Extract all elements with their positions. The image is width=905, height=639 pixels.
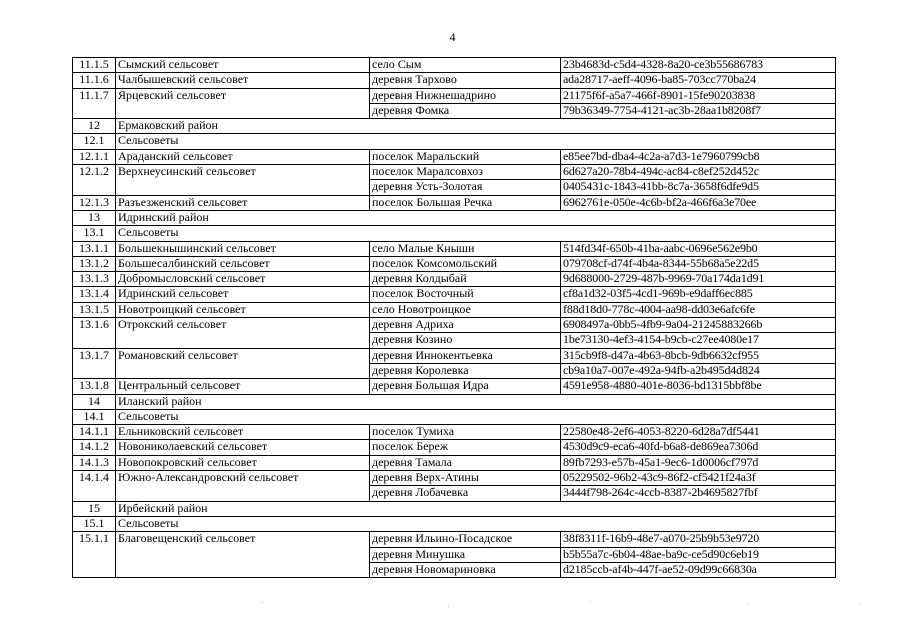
guid-cell: f88d18d0-778c-4004-aa98-dd03e6afc6fe — [561, 302, 836, 317]
municipality-name-cell: Новотроицкий сельсовет — [116, 302, 370, 317]
settlement-cell: поселок Маральский — [370, 149, 561, 164]
table-row — [73, 440, 836, 455]
table-row — [73, 425, 836, 440]
settlement-cell: деревня Ильино-Посадское — [370, 532, 561, 547]
guid-cell: e85ee7bd-dba4-4c2a-a7d3-1e7960799cb8 — [561, 149, 836, 164]
settlement-cell: деревня Иннокентьевка — [370, 348, 561, 363]
municipality-name-cell: Ярцевский сельсовет — [116, 88, 370, 103]
settlement-cell: поселок Маралсовхоз — [370, 165, 561, 180]
guid-cell: b5b55a7c-6b04-48ae-ba9c-ce5d90c6eb19 — [561, 547, 836, 562]
municipality-name-cell: Благовещенский сельсовет — [116, 532, 370, 547]
row-number-cell: 12.1 — [73, 134, 116, 149]
municipality-name-cell: Отрокский сельсовет — [116, 318, 370, 333]
row-number-cell: 13.1.8 — [73, 379, 116, 394]
row-number-cell: 12 — [73, 119, 116, 134]
section-title-cell: Сельсоветы — [116, 134, 836, 149]
settlement-cell: поселок Тумиха — [370, 425, 561, 440]
guid-cell: 6d627a20-78b4-494c-ac84-c8ef252d452c — [561, 165, 836, 180]
row-number-cell: 13.1.7 — [73, 348, 116, 363]
row-number-cell — [73, 180, 116, 195]
section-title-cell: Сельсоветы — [116, 409, 836, 424]
settlement-cell: деревня Фомка — [370, 103, 561, 118]
settlement-cell: село Малые Кныши — [370, 241, 561, 256]
table-row — [73, 165, 836, 180]
settlement-cell: поселок Восточный — [370, 287, 561, 302]
guid-cell: cb9a10a7-007e-492a-94fb-a2b495d4d824 — [561, 363, 836, 378]
guid-cell: d2185ccb-af4b-447f-ae52-09d99c66830a — [561, 562, 836, 577]
table-row — [73, 149, 836, 164]
settlement-cell: деревня Большая Идра — [370, 379, 561, 394]
municipality-name-cell: Добромысловский сельсовет — [116, 272, 370, 287]
municipality-name-cell — [116, 486, 370, 501]
table-row — [73, 180, 836, 195]
municipality-name-cell: Ельниковский сельсовет — [116, 425, 370, 440]
municipality-name-cell — [116, 363, 370, 378]
row-number-cell: 13.1.5 — [73, 302, 116, 317]
municipality-name-cell: Араданский сельсовет — [116, 149, 370, 164]
municipality-name-cell: Южно-Александровский сельсовет — [116, 471, 370, 486]
municipality-name-cell — [116, 180, 370, 195]
table-section-row — [73, 119, 836, 134]
settlement-cell: деревня Нижнешадрино — [370, 88, 561, 103]
municipality-name-cell — [116, 562, 370, 577]
guid-cell: 4530d9c9-eca6-40fd-b6a8-de869ea7306d — [561, 440, 836, 455]
table-row — [73, 379, 836, 394]
municipality-name-cell: Центральный сельсовет — [116, 379, 370, 394]
guid-cell: 079708cf-d74f-4b4a-8344-55b68a5e22d5 — [561, 256, 836, 271]
row-number-cell: 13 — [73, 210, 116, 225]
settlement-cell: поселок Большая Речка — [370, 195, 561, 210]
row-number-cell: 11.1.5 — [73, 58, 116, 73]
guid-cell: 1be73130-4ef3-4154-b9cb-c27ee4080e17 — [561, 333, 836, 348]
settlement-cell: поселок Комсомольский — [370, 256, 561, 271]
settlement-cell: деревня Минушка — [370, 547, 561, 562]
section-title-cell: Ирбейский район — [116, 501, 836, 516]
guid-cell: 21175f6f-a5a7-466f-8901-15fe90203838 — [561, 88, 836, 103]
row-number-cell: 15.1 — [73, 516, 116, 531]
row-number-cell — [73, 363, 116, 378]
table-section-row — [73, 210, 836, 225]
row-number-cell: 15.1.1 — [73, 532, 116, 547]
guid-cell: 89fb7293-e57b-45a1-9ec6-1d0006cf797d — [561, 455, 836, 470]
guid-cell: 23b4683d-c5d4-4328-8a20-ce3b55686783 — [561, 58, 836, 73]
table-row — [73, 562, 836, 577]
guid-cell: 4591e958-4880-401e-8036-bd1315bbf8be — [561, 379, 836, 394]
settlement-cell: поселок Береж — [370, 440, 561, 455]
municipality-name-cell: Большесалбинский сельсовет — [116, 256, 370, 271]
municipality-name-cell: Большекнышинский сельсовет — [116, 241, 370, 256]
page-number: 4 — [449, 30, 456, 44]
table-row — [73, 455, 836, 470]
section-title-cell: Иланский район — [116, 394, 836, 409]
row-number-cell: 14.1.2 — [73, 440, 116, 455]
table-section-row — [73, 501, 836, 516]
table-row — [73, 287, 836, 302]
row-number-cell — [73, 103, 116, 118]
row-number-cell: 13.1.3 — [73, 272, 116, 287]
settlement-cell: деревня Новомариновка — [370, 562, 561, 577]
municipality-name-cell: Новониколаевский сельсовет — [116, 440, 370, 455]
row-number-cell: 13.1.6 — [73, 318, 116, 333]
section-title-cell: Ермаковский район — [116, 119, 836, 134]
guid-cell: 514fd34f-650b-41ba-aabc-0696e562e9b0 — [561, 241, 836, 256]
row-number-cell: 13.1 — [73, 226, 116, 241]
table-section-row — [73, 516, 836, 531]
table-row — [73, 272, 836, 287]
table-row — [73, 532, 836, 547]
municipality-name-cell — [116, 547, 370, 562]
settlement-cell: деревня Лобачевка — [370, 486, 561, 501]
municipality-name-cell — [116, 103, 370, 118]
table-section-row — [73, 409, 836, 424]
table-row — [73, 88, 836, 103]
guid-cell: 3444f798-264c-4ccb-8387-2b4695827fbf — [561, 486, 836, 501]
guid-cell: cf8a1d32-03f5-4cd1-969b-e9daff6ec885 — [561, 287, 836, 302]
row-number-cell: 11.1.7 — [73, 88, 116, 103]
municipality-name-cell: Разъезженский сельсовет — [116, 195, 370, 210]
row-number-cell: 14.1.4 — [73, 471, 116, 486]
guid-cell: 0405431c-1843-41bb-8c7a-3658f6dfe9d5 — [561, 180, 836, 195]
section-title-cell: Сельсоветы — [116, 516, 836, 531]
row-number-cell — [73, 562, 116, 577]
table-row — [73, 256, 836, 271]
guid-cell: 79b36349-7754-4121-ac3b-28aa1b8208f7 — [561, 103, 836, 118]
registry-table-body — [73, 58, 836, 578]
row-number-cell: 12.1.1 — [73, 149, 116, 164]
guid-cell: 9d688000-2729-487b-9969-70a174da1d91 — [561, 272, 836, 287]
guid-cell: 6962761e-050e-4c6b-bf2a-466f6a3e70ee — [561, 195, 836, 210]
table-row — [73, 471, 836, 486]
guid-cell: 22580e48-2ef6-4053-8220-6d28a7df5441 — [561, 425, 836, 440]
table-row — [73, 363, 836, 378]
registry-table — [72, 57, 836, 578]
table-row — [73, 195, 836, 210]
row-number-cell — [73, 547, 116, 562]
guid-cell: 05229502-96b2-43c9-86f2-cf5421f24a3f — [561, 471, 836, 486]
municipality-name-cell: Сымский сельсовет — [116, 58, 370, 73]
row-number-cell: 11.1.6 — [73, 73, 116, 88]
table-row — [73, 486, 836, 501]
municipality-name-cell — [116, 333, 370, 348]
table-row — [73, 302, 836, 317]
table-row — [73, 547, 836, 562]
table-row — [73, 73, 836, 88]
row-number-cell: 12.1.3 — [73, 195, 116, 210]
table-row — [73, 241, 836, 256]
table-section-row — [73, 226, 836, 241]
section-title-cell: Идринский район — [116, 210, 836, 225]
guid-cell: 315cb9f8-d47a-4b63-8bcb-9db6632cf955 — [561, 348, 836, 363]
row-number-cell: 15 — [73, 501, 116, 516]
settlement-cell: деревня Адриха — [370, 318, 561, 333]
municipality-name-cell: Романовский сельсовет — [116, 348, 370, 363]
guid-cell: ada28717-aeff-4096-ba85-703cc770ba24 — [561, 73, 836, 88]
table-row — [73, 348, 836, 363]
row-number-cell: 14.1.1 — [73, 425, 116, 440]
table-row — [73, 333, 836, 348]
settlement-cell: деревня Тархово — [370, 73, 561, 88]
table-row — [73, 103, 836, 118]
row-number-cell: 14.1 — [73, 409, 116, 424]
settlement-cell: деревня Тамала — [370, 455, 561, 470]
settlement-cell: деревня Колдыбай — [370, 272, 561, 287]
row-number-cell: 14 — [73, 394, 116, 409]
guid-cell: 6908497a-0bb5-4fb9-9a04-21245883266b — [561, 318, 836, 333]
settlement-cell: деревня Усть-Золотая — [370, 180, 561, 195]
municipality-name-cell: Верхнеусинский сельсовет — [116, 165, 370, 180]
table-row — [73, 318, 836, 333]
municipality-name-cell: Новопокровский сельсовет — [116, 455, 370, 470]
settlement-cell: село Сым — [370, 58, 561, 73]
guid-cell: 38f8311f-16b9-48e7-a070-25b9b53e9720 — [561, 532, 836, 547]
settlement-cell: деревня Верх-Атины — [370, 471, 561, 486]
row-number-cell — [73, 486, 116, 501]
row-number-cell: 13.1.4 — [73, 287, 116, 302]
row-number-cell: 13.1.1 — [73, 241, 116, 256]
row-number-cell: 12.1.2 — [73, 165, 116, 180]
row-number-cell: 14.1.3 — [73, 455, 116, 470]
municipality-name-cell: Чалбышевский сельсовет — [116, 73, 370, 88]
table-row — [73, 58, 836, 73]
section-title-cell: Сельсоветы — [116, 226, 836, 241]
settlement-cell: деревня Королевка — [370, 363, 561, 378]
row-number-cell — [73, 333, 116, 348]
municipality-name-cell: Идринский сельсовет — [116, 287, 370, 302]
table-section-row — [73, 134, 836, 149]
row-number-cell: 13.1.2 — [73, 256, 116, 271]
settlement-cell: деревня Козино — [370, 333, 561, 348]
table-section-row — [73, 394, 836, 409]
settlement-cell: село Новотроицкое — [370, 302, 561, 317]
